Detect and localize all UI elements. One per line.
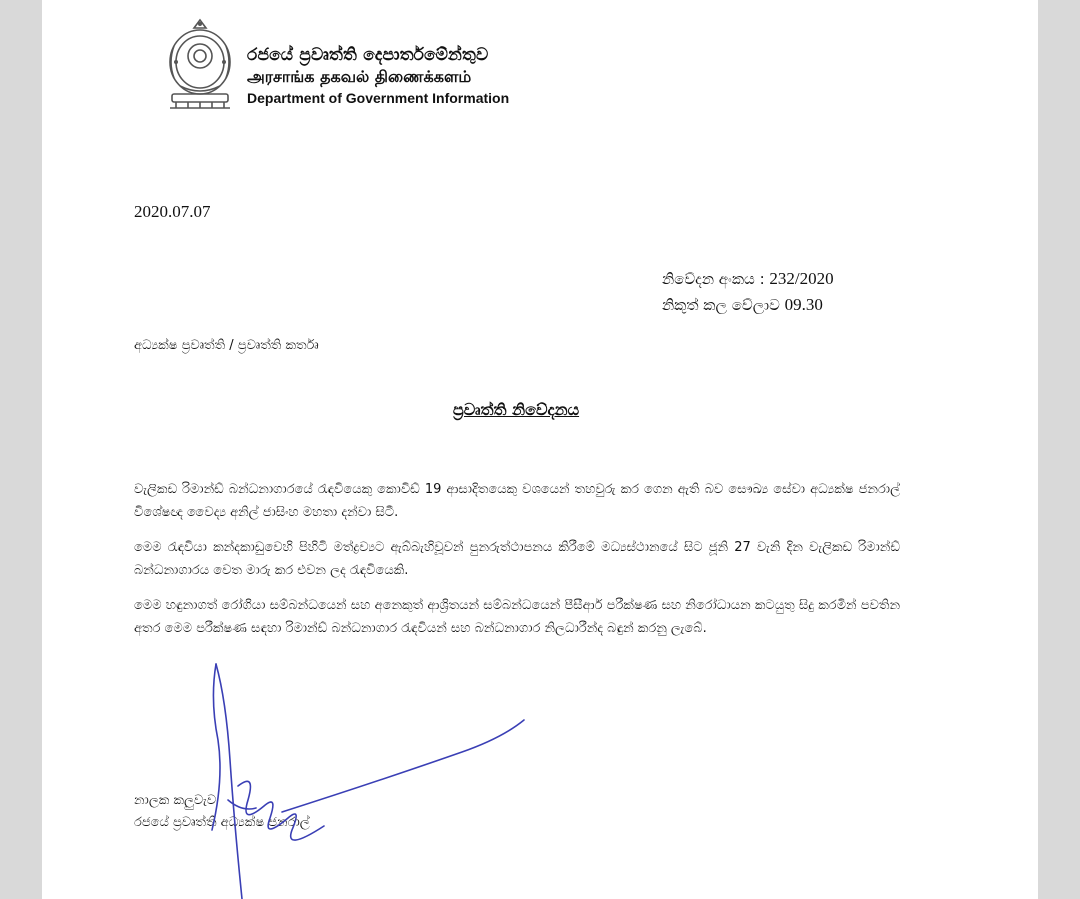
reference-number-label: නිවේදන අංකය : [662, 270, 770, 288]
government-emblem-icon [162, 16, 238, 112]
body-paragraph-2: මෙම රැඳවියා කන්දකාඩුවෙහි පිහිටි මත්ද්‍රව්‍යට ඇබ්බැහිවූවන් පුනරුත්ථාපනය කිරීමේ මධ්‍යස්ථානයේ සිට ජූනි 27 වැනි දින වැලිකඩ රිමාන්ඩ් බන්ධනාගාරය වෙත මාරු කර එවන ලද රැඳවියෙකි. [134, 540, 900, 578]
signatory-designation: රජයේ ප්‍රවෘත්ති අධ්‍යක්ෂ ජනරාල් [134, 815, 310, 830]
reference-number-line [662, 266, 834, 292]
handwritten-signature-icon [42, 0, 1038, 899]
release-time-value: 09.30 [784, 295, 823, 314]
release-time-label: නිකුත් කල වේලාව [662, 296, 785, 314]
document-date: 2020.07.07 [134, 202, 211, 221]
letterhead [247, 44, 509, 108]
signatory-name: නාලක කලුවැව [134, 793, 217, 808]
body-paragraph-1: වැලිකඩ රිමාන්ඩ් බන්ධනාගාරයේ රැඳවියෙකු කොවිඩ් 19 ආසාදිතයෙකු වශයෙන් තහවුරු කර ගෙන ඇති බව සෞඛ්‍ය සේවා අධ්‍යක්ෂ ජනරාල් විශේෂඥ වෛද්‍ය අනිල් ජාසිංහ මහතා දන්වා සිටී. [134, 482, 900, 520]
recipient: අධ්‍යක්ෂ ප්‍රවෘත්ති / ප්‍රවෘත්ති කර්තෘ [134, 338, 319, 353]
reference-block [662, 266, 834, 318]
org-name-sinhala: රජයේ ප්‍රවෘත්ති දෙපාර්තමේන්තුව [247, 45, 489, 65]
body-paragraph-3: මෙම හඳුනාගත් රෝගියා සම්බන්ධයෙන් සහ අනෙකුත් ආශ්‍රිතයන් සම්බන්ධයෙන් පීසීආර් පරීක්ෂණ සහ නිරෝධායන කටයුතු සිදු කරමින් පවතින අතර මෙම පරීක්ෂණ සඳහා රිමාන්ඩ් බන්ධනාගාර රැඳවියන් සහ බන්ධනාගාර නිලධාරීන්ද බඳුන් කරනු ලැබේ. [134, 598, 900, 636]
reference-number-value: 232/2020 [769, 269, 834, 288]
signatory-block [134, 790, 310, 834]
org-name-english: Department of Government Information [247, 90, 510, 106]
release-time-line [662, 292, 834, 318]
document-title: ප්‍රවෘත්ති නිවේදනය [452, 400, 580, 419]
org-name-tamil: அரசாங்க தகவல் திணைக்களம் [247, 67, 472, 86]
document-body [134, 478, 900, 652]
document-page [42, 0, 1038, 899]
